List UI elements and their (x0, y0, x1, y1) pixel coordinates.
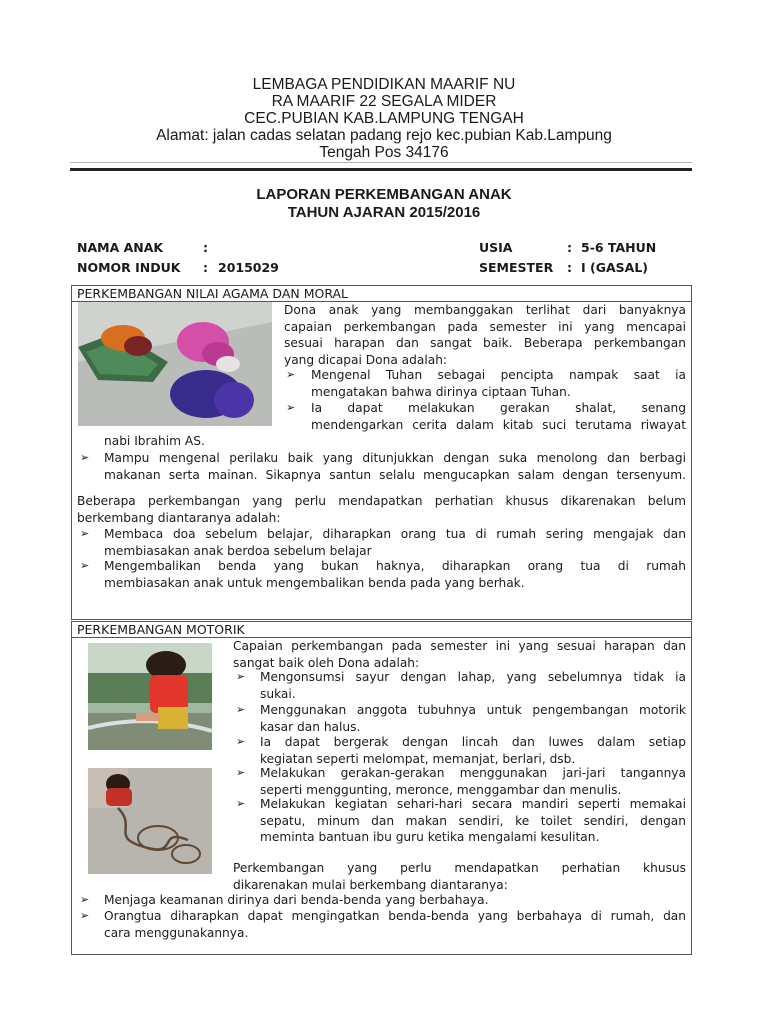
bullet-line: Mengenal Tuhan sebagai pencipta nampak saat ia (311, 368, 686, 382)
bullet-arrow-icon: ➢ (80, 559, 90, 572)
bullet-line: mengatakan bahwa dirinya ciptaan Tuhan. (311, 384, 571, 399)
section-heading-religious: PERKEMBANGAN NILAI AGAMA DAN MORAL (72, 286, 691, 302)
bullet-line: cara menggunakannya. (104, 925, 249, 940)
religious-intro-line: capaian perkembangan pada semester ini yang mencapai (284, 319, 686, 334)
id-separator: : (203, 260, 208, 275)
header-divider (70, 168, 692, 171)
motor-achievement-5 (260, 796, 686, 846)
motor-attention-intro (233, 860, 686, 893)
letterhead (0, 76, 768, 161)
bullet-arrow-icon: ➢ (236, 670, 246, 683)
photo-prayer (78, 302, 272, 426)
bullet-line: Ia dapat melakukan gerakan shalat, senang (311, 401, 686, 415)
bullet-line: sukai. (260, 686, 296, 701)
religious-achievement-2 (311, 400, 686, 433)
school-address: Alamat: jalan cadas selatan padang rejo kec.pubian Kab.Lampung Tengah Pos 34176 (156, 127, 612, 161)
id-value: 2015029 (218, 260, 279, 275)
name-label: NAMA ANAK (77, 240, 164, 255)
bullet-line: Orangtua diharapkan dapat mengingatkan benda-benda yang berbahaya di rumah, dan (104, 909, 686, 923)
age-value: 5-6 TAHUN (581, 240, 657, 255)
motor-intro-line: Capaian perkembangan pada semester ini yang sesuai harapan dan (233, 639, 686, 653)
motor-attention-1: Menjaga keamanan dirinya dari benda-benda yang berbahaya. (104, 893, 489, 907)
attention-line: dikarenakan mulai berkembang diantaranya: (233, 877, 508, 892)
bullet-arrow-icon: ➢ (80, 893, 90, 906)
bullet-line: Ia dapat bergerak dengan lincah dan luwes dalam setiap (260, 735, 686, 749)
religious-attention-2 (104, 558, 686, 591)
report-year: TAHUN AJARAN 2015/2016 (287, 204, 481, 221)
bullet-arrow-icon: ➢ (236, 703, 246, 716)
bullet-arrow-icon: ➢ (236, 797, 246, 810)
bullet-line: sepatu, minum dan makan sendiri, ke toilet sendiri, dengan (260, 813, 686, 828)
semester-label: SEMESTER (479, 260, 554, 275)
motor-achievement-2 (260, 702, 686, 735)
bullet-line: Melakukan gerakan-gerakan menggunakan jari-jari tangannya (260, 766, 686, 780)
motor-intro (233, 638, 686, 671)
religious-achievement-3 (104, 450, 686, 483)
bullet-line: makanan serta mainan. Sikapnya santun selalu mengucapkan salam dengan tersenyum. (104, 467, 686, 482)
semester-separator: : (567, 260, 572, 275)
bullet-arrow-icon: ➢ (236, 766, 246, 779)
section-heading-motor: PERKEMBANGAN MOTORIK (72, 622, 691, 638)
report-title-main: LAPORAN PERKEMBANGAN ANAK (256, 186, 512, 203)
bullet-arrow-icon: ➢ (236, 735, 246, 748)
bullet-line: membiasakan anak untuk mengembalikan benda pada yang berhak. (104, 575, 525, 590)
bullet-arrow-icon: ➢ (80, 451, 90, 464)
motor-achievement-1 (260, 669, 686, 702)
bullet-line: seperti menggunting, meronce, menggambar dan menulis. (260, 782, 622, 797)
id-label: NOMOR INDUK (77, 260, 181, 275)
header-thin-rule (70, 162, 692, 163)
bullet-line: Melakukan kegiatan sehari-hari secara mandiri seperti memakai (260, 797, 686, 811)
report-title (0, 186, 768, 222)
bullet-arrow-icon: ➢ (286, 401, 296, 414)
attention-line: Beberapa perkembangan yang perlu mendapatkan perhatian khusus dikarenakan belum (77, 494, 686, 508)
religious-attention-1 (104, 526, 686, 559)
bullet-arrow-icon: ➢ (286, 368, 296, 381)
religious-achievement-1 (311, 367, 686, 400)
bullet-line: Mengonsumsi sayur dengan lahap, yang sebelumnya tidak ia (260, 670, 686, 684)
religious-intro-line: Dona anak yang membanggakan terlihat dari banyaknya (284, 303, 686, 317)
religious-intro (284, 302, 686, 368)
religious-attention-intro (77, 493, 686, 526)
religious-intro-line: yang dicapai Dona adalah: (284, 352, 448, 367)
institution-name: LEMBAGA PENDIDIKAN MAARIF NU (252, 76, 516, 93)
bullet-arrow-icon: ➢ (80, 909, 90, 922)
bullet-line: membiasakan anak berdoa sebelum belajar (104, 543, 372, 558)
motor-attention-2 (104, 908, 686, 941)
religious-achievement-2-cont: nabi Ibrahim AS. (104, 434, 205, 448)
religious-intro-line: sesuai harapan dan sangat baik. Beberapa perkembangan (284, 336, 686, 351)
name-separator: : (203, 240, 208, 255)
motor-intro-line: sangat baik oleh Dona adalah: (233, 655, 420, 670)
age-label: USIA (479, 240, 513, 255)
semester-value: I (GASAL) (581, 260, 649, 275)
bullet-line: Menggunakan anggota tubuhnya untuk pengembangan motorik (260, 703, 686, 717)
motor-achievement-3 (260, 734, 686, 767)
school-name: RA MAARIF 22 SEGALA MIDER (271, 93, 497, 110)
bullet-line: Membaca doa sebelum belajar, diharapkan orang tua di rumah sering mengajak dan (104, 527, 686, 541)
district-name: CEC.PUBIAN KAB.LAMPUNG TENGAH (244, 110, 524, 127)
photo-child-stringing (88, 768, 212, 874)
bullet-line: kegiatan seperti melompat, memanjat, berlari, dsb. (260, 751, 576, 766)
bullet-line: kasar dan halus. (260, 719, 361, 734)
bullet-arrow-icon: ➢ (80, 527, 90, 540)
bullet-line: mendengarkan cerita dalam kitab suci terutama riwayat (311, 417, 686, 432)
photo-child-climbing (88, 643, 212, 750)
age-separator: : (567, 240, 572, 255)
motor-achievement-4 (260, 765, 686, 798)
attention-line: Perkembangan yang perlu mendapatkan perhatian khusus (233, 861, 686, 875)
bullet-line: meminta bantuan ibu guru ketika mengalami kesulitan. (260, 830, 600, 845)
bullet-line: Mengembalikan benda yang bukan haknya, diharapkan orang tua di rumah (104, 559, 686, 573)
bullet-line: Mampu mengenal perilaku baik yang ditunjukkan dengan suka menolong dan berbagi (104, 451, 686, 465)
attention-line: berkembang diantaranya adalah: (77, 510, 281, 525)
